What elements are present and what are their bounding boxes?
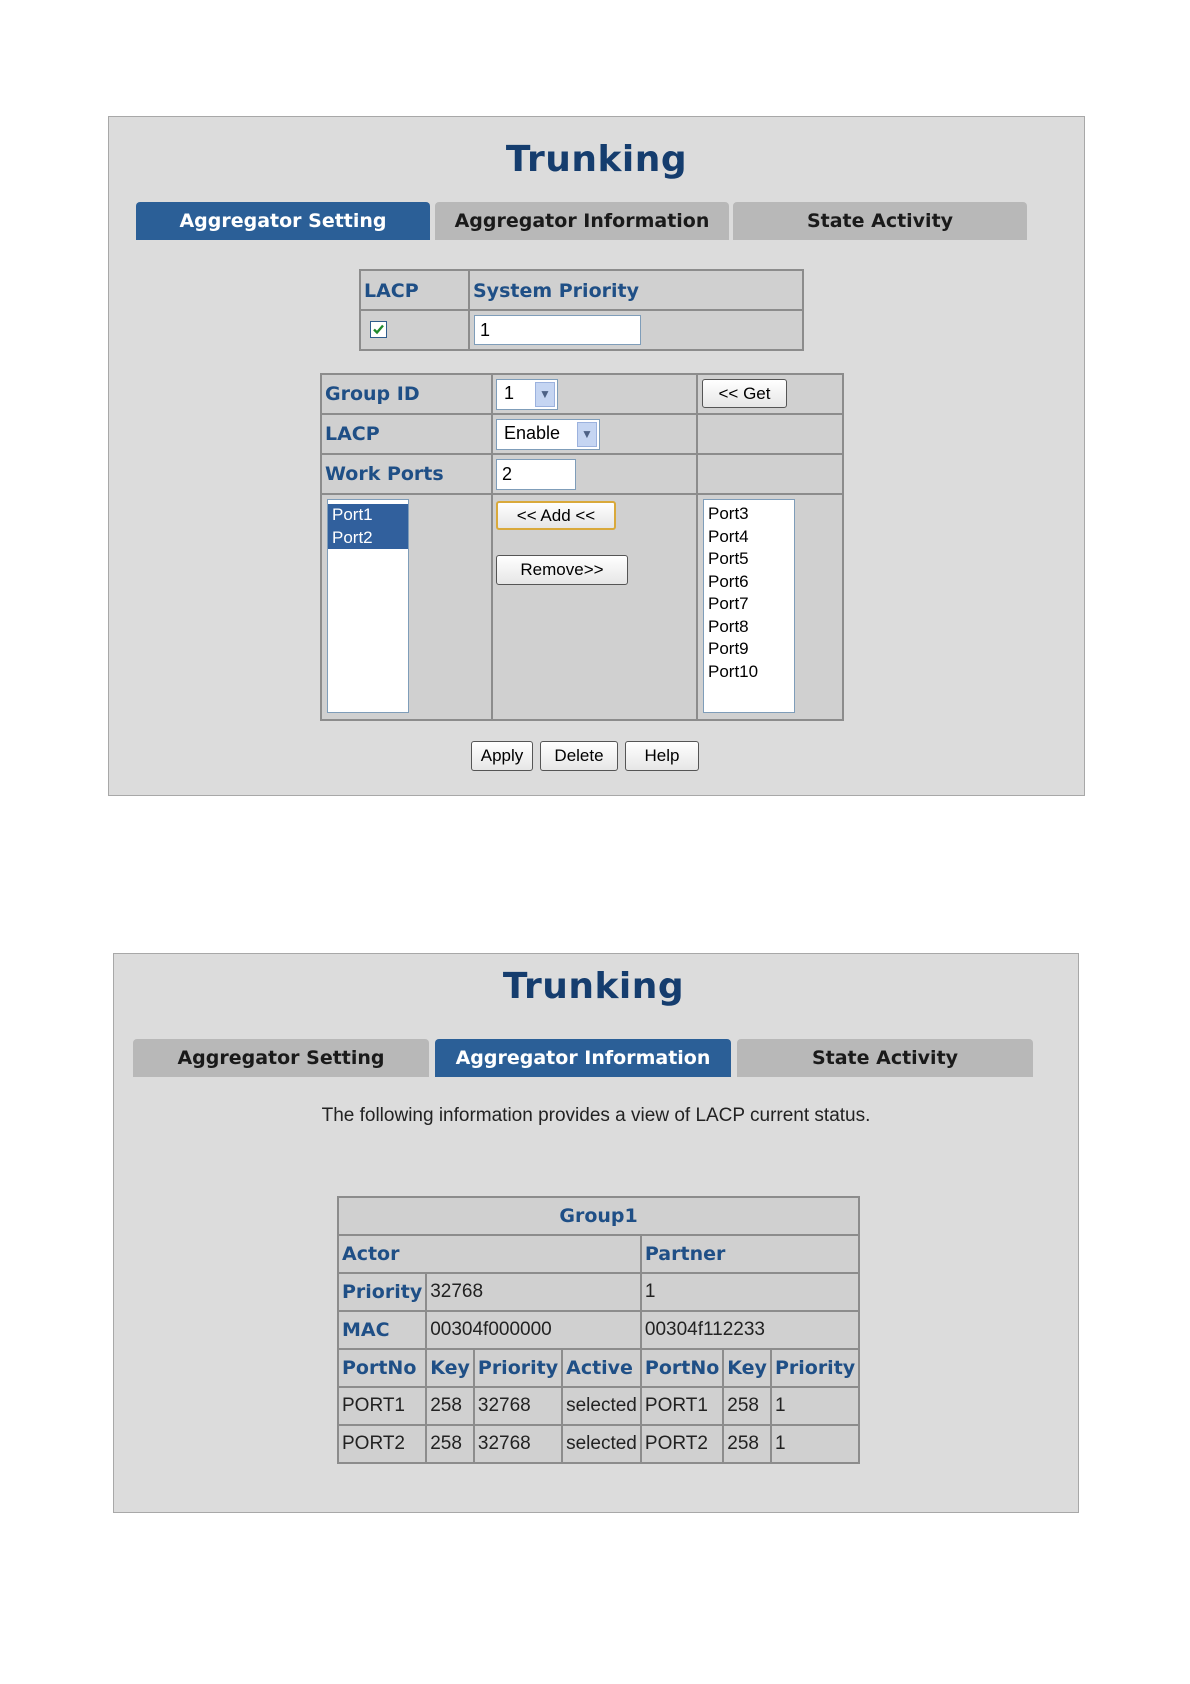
lacp-select[interactable]: Enable ▼: [496, 419, 600, 450]
column-header: Key: [723, 1349, 771, 1387]
remove-button[interactable]: Remove>>: [496, 555, 628, 585]
mac-label: MAC: [338, 1311, 426, 1349]
page-title: Trunking: [505, 139, 688, 180]
lacp-label: LACP: [325, 423, 380, 445]
system-lacp-table: [359, 269, 804, 351]
list-item[interactable]: Port1: [328, 504, 408, 527]
group-id-label: Group ID: [325, 383, 420, 405]
column-header: Priority: [771, 1349, 859, 1387]
list-item[interactable]: Port6: [708, 571, 749, 591]
add-button[interactable]: << Add <<: [496, 501, 616, 530]
group-table: [320, 373, 844, 721]
tab-aggregator-information[interactable]: Aggregator Information: [435, 202, 729, 240]
column-header: Key: [426, 1349, 474, 1387]
page-title: Trunking: [502, 966, 685, 1007]
partner-mac: 00304f112233: [641, 1311, 859, 1349]
member-ports-list[interactable]: [327, 499, 409, 713]
check-icon: [371, 322, 386, 337]
list-item[interactable]: Port7: [708, 594, 749, 613]
list-item[interactable]: Port5: [708, 549, 749, 568]
actor-priority: 32768: [426, 1273, 641, 1311]
list-item[interactable]: Port4: [708, 526, 749, 546]
column-header: Active: [562, 1349, 641, 1387]
get-button[interactable]: << Get: [702, 379, 787, 408]
system-priority-input[interactable]: [474, 315, 641, 345]
list-item[interactable]: Port3: [708, 504, 749, 523]
apply-button[interactable]: Apply: [471, 741, 533, 771]
list-item[interactable]: Port2: [328, 527, 408, 550]
actor-mac: 00304f000000: [426, 1311, 641, 1349]
table-row: PORT1 258 32768 selected PORT1 258 1: [338, 1387, 859, 1425]
delete-button[interactable]: Delete: [540, 741, 618, 771]
tab-state-activity[interactable]: State Activity: [733, 202, 1027, 240]
list-item[interactable]: Port10: [708, 661, 759, 681]
system-priority-header: System Priority: [473, 280, 639, 302]
list-item[interactable]: Port9: [708, 639, 749, 658]
partner-header: Partner: [641, 1235, 859, 1273]
column-header: PortNo: [338, 1349, 426, 1387]
aggregator-setting-panel: [108, 116, 1085, 796]
help-button[interactable]: Help: [625, 741, 699, 771]
group-title: Group1: [338, 1197, 859, 1235]
aggregator-information-panel: [113, 953, 1079, 1513]
lacp-header: LACP: [364, 280, 419, 302]
tab-state-activity[interactable]: State Activity: [737, 1039, 1033, 1077]
tab-aggregator-setting[interactable]: Aggregator Setting: [133, 1039, 429, 1077]
column-header: PortNo: [641, 1349, 723, 1387]
available-ports-list[interactable]: [703, 499, 795, 713]
table-row: PORT2 258 32768 selected PORT2 258 1: [338, 1425, 859, 1463]
work-ports-input[interactable]: [496, 459, 576, 490]
lacp-status-description: The following information provides a view of LACP current status.: [321, 1105, 871, 1126]
group-id-select[interactable]: 1 ▼: [496, 379, 558, 410]
tab-aggregator-information[interactable]: Aggregator Information: [435, 1039, 731, 1077]
chevron-down-icon: ▼: [535, 382, 555, 407]
list-item[interactable]: Port8: [708, 616, 749, 636]
partner-priority: 1: [641, 1273, 859, 1311]
column-header: Priority: [474, 1349, 562, 1387]
chevron-down-icon: ▼: [577, 422, 597, 447]
work-ports-label: Work Ports: [325, 463, 444, 485]
lacp-group-table: [337, 1196, 860, 1464]
tab-aggregator-setting[interactable]: Aggregator Setting: [136, 202, 430, 240]
lacp-checkbox[interactable]: [370, 321, 387, 338]
actor-header: Actor: [338, 1235, 641, 1273]
priority-label: Priority: [338, 1273, 426, 1311]
